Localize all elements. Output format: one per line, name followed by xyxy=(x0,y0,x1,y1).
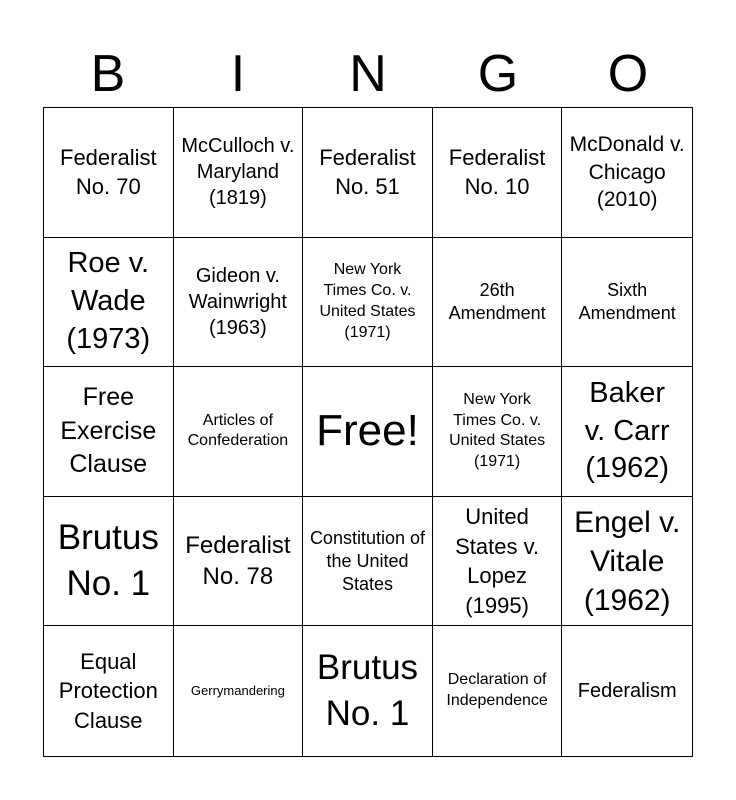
cell-text: Gerrymandering xyxy=(190,683,285,699)
cell-text: Baker v. Carr (1962) xyxy=(584,376,670,485)
bingo-cell-r5-c1[interactable] xyxy=(44,626,174,756)
header-letter-n: N xyxy=(349,45,387,103)
bingo-cell-r5-c5[interactable] xyxy=(562,626,692,756)
bingo-header xyxy=(43,42,693,106)
header-letter-g: G xyxy=(477,45,519,103)
bingo-cell-r1-c5[interactable] xyxy=(562,108,692,238)
cell-text: Brutus No. 1 xyxy=(316,648,419,734)
bingo-cell-r4-c4[interactable] xyxy=(433,497,563,627)
bingo-cell-r4-c5[interactable] xyxy=(562,497,692,627)
header-letter-i: I xyxy=(230,45,246,103)
cell-text: Federalist No. 70 xyxy=(60,144,157,200)
cell-text: Free Exercise Clause xyxy=(60,382,157,479)
cell-text: Articles of Confederation xyxy=(187,411,289,450)
bingo-cell-r3-c4[interactable] xyxy=(433,367,563,497)
bingo-cell-r4-c2[interactable] xyxy=(174,497,304,627)
cell-text: Federalist No. 51 xyxy=(319,144,416,200)
free-space-text: Free! xyxy=(316,406,419,456)
cell-text: New York Times Co. v. United States (1971) xyxy=(319,261,416,341)
bingo-cell-r2-c1[interactable] xyxy=(44,238,174,368)
header-letter-b: B xyxy=(90,45,126,103)
bingo-cell-r3-c2[interactable] xyxy=(174,367,304,497)
bingo-cell-r1-c1[interactable] xyxy=(44,108,174,238)
cell-text: McDonald v. Chicago (2010) xyxy=(569,133,685,211)
bingo-cell-r1-c2[interactable] xyxy=(174,108,304,238)
bingo-cell-r2-c4[interactable] xyxy=(433,238,563,368)
cell-text: Roe v. Wade (1973) xyxy=(66,247,151,355)
bingo-card-grid xyxy=(43,107,693,757)
bingo-cell-r3-c3-free[interactable] xyxy=(303,367,433,497)
cell-text: Engel v. Vitale (1962) xyxy=(574,505,681,617)
cell-text: Declaration of Independence xyxy=(446,671,548,710)
bingo-cell-r2-c3[interactable] xyxy=(303,238,433,368)
bingo-cell-r5-c2[interactable] xyxy=(174,626,304,756)
bingo-cell-r2-c2[interactable] xyxy=(174,238,304,368)
cell-text: Federalist No. 78 xyxy=(185,531,291,591)
bingo-cell-r1-c3[interactable] xyxy=(303,108,433,238)
bingo-cell-r4-c1[interactable] xyxy=(44,497,174,627)
cell-text: 26th Amendment xyxy=(448,279,546,323)
cell-text: Sixth Amendment xyxy=(578,279,676,323)
bingo-cell-r3-c1[interactable] xyxy=(44,367,174,497)
bingo-cell-r5-c3[interactable] xyxy=(303,626,433,756)
bingo-cell-r2-c5[interactable] xyxy=(562,238,692,368)
cell-text: Constitution of the United States xyxy=(309,527,426,594)
bingo-cell-r1-c4[interactable] xyxy=(433,108,563,238)
cell-text: Gideon v. Wainwright (1963) xyxy=(188,264,287,339)
bingo-cell-r3-c5[interactable] xyxy=(562,367,692,497)
cell-text: Federalism xyxy=(577,680,677,703)
bingo-cell-r4-c3[interactable] xyxy=(303,497,433,627)
cell-text: Brutus No. 1 xyxy=(57,517,159,604)
cell-text: Equal Protection Clause xyxy=(58,648,158,733)
cell-text: United States v. Lopez (1995) xyxy=(455,504,540,618)
cell-text: McCulloch v. Maryland (1819) xyxy=(181,135,295,210)
cell-text: Federalist No. 10 xyxy=(448,144,546,200)
cell-text: New York Times Co. v. United States (1971) xyxy=(449,390,546,471)
bingo-cell-r5-c4[interactable] xyxy=(433,626,563,756)
header-letter-o: O xyxy=(607,45,649,103)
